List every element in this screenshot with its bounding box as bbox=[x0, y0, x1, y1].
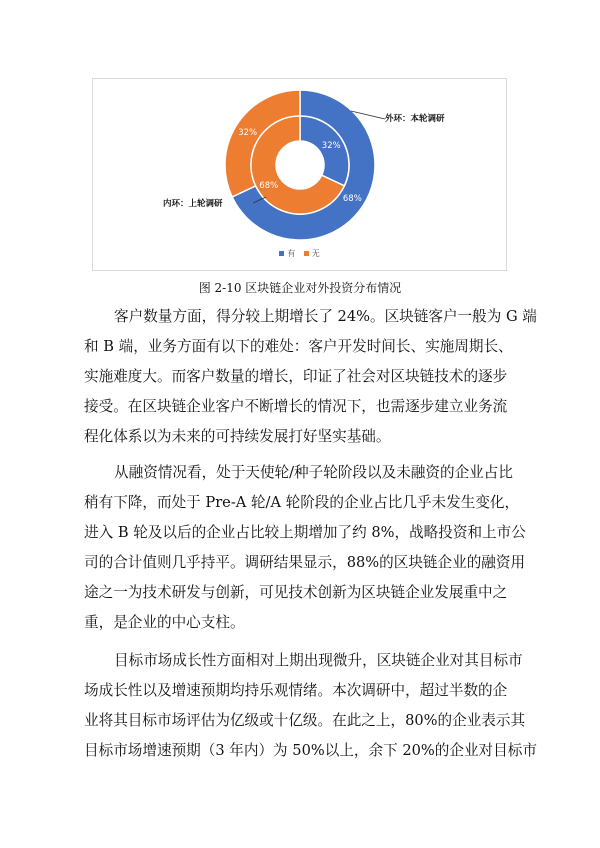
text-line: 接受。在区块链企业客户不断增长的情况下，也需逐步建立业务流 bbox=[84, 398, 508, 415]
inner-ring-annotation: 内环：上轮调研 bbox=[163, 199, 223, 209]
chart-legend bbox=[93, 248, 506, 259]
inner-ring-data-label: 68% bbox=[259, 180, 279, 191]
text-line: 重，是企业的中心支柱。 bbox=[84, 614, 245, 631]
text-line: 和 B 端，业务方面有以下的难处：客户开发时间长、实施周期长、 bbox=[84, 338, 513, 355]
outer-ring-annotation: 外环：本轮调研 bbox=[385, 114, 445, 124]
outer-ring-data-label: 68% bbox=[342, 194, 362, 205]
outer-ring-data-label: 32% bbox=[238, 127, 258, 138]
text-line: 进入 B 轮及以后的企业占比较上期增加了约 8%，战略投资和上市公 bbox=[84, 524, 526, 541]
text-line: 业将其目标市场评估为亿级或十亿级。在此之上，80%的企业表示其 bbox=[84, 712, 526, 729]
legend-swatch-orange bbox=[304, 251, 309, 256]
chart-frame bbox=[92, 78, 507, 271]
paragraph-financing bbox=[84, 458, 526, 638]
text-line: 司的合计值则几乎持平。调研结果显示，88%的区块链企业的融资用 bbox=[84, 554, 526, 571]
paragraph-market bbox=[84, 646, 537, 766]
legend-item-you bbox=[279, 248, 295, 259]
paragraph-customers bbox=[84, 302, 537, 452]
text-line: 实施难度大。而客户数量的增长，印证了社会对区块链技术的逐步 bbox=[84, 368, 508, 385]
nested-donut-chart bbox=[93, 79, 508, 272]
text-line: 从融资情况看，处于天使轮/种子轮阶段以及未融资的企业占比 bbox=[114, 464, 513, 481]
text-line: 客户数量方面，得分较上期增长了 24%。区块链客户一般为 G 端 bbox=[114, 308, 537, 325]
text-line: 目标市场增速预期（3 年内）为 50%以上，余下 20%的企业对目标市 bbox=[84, 742, 537, 759]
text-line: 稍有下降，而处于 Pre-A 轮/A 轮阶段的企业占比几乎未发生变化， bbox=[84, 494, 520, 511]
figure-caption: 图 2-10 区块链企业对外投资分布情况 bbox=[198, 281, 402, 295]
text-line: 途之一为技术研发与创新，可见技术创新为区块链企业发展重中之 bbox=[84, 584, 508, 601]
text-line: 目标市场成长性方面相对上期出现微升，区块链企业对其目标市 bbox=[114, 652, 523, 669]
legend-item-wu bbox=[304, 248, 320, 259]
inner-ring-data-label: 32% bbox=[321, 141, 341, 152]
legend-label: 无 bbox=[311, 249, 320, 258]
text-line: 程化体系以为未来的可持续发展打好坚实基础。 bbox=[84, 428, 391, 445]
legend-swatch-blue bbox=[279, 251, 284, 256]
legend-label: 有 bbox=[287, 249, 296, 258]
text-line: 场成长性以及增速预期均持乐观情绪。本次调研中，超过半数的企 bbox=[84, 682, 508, 699]
